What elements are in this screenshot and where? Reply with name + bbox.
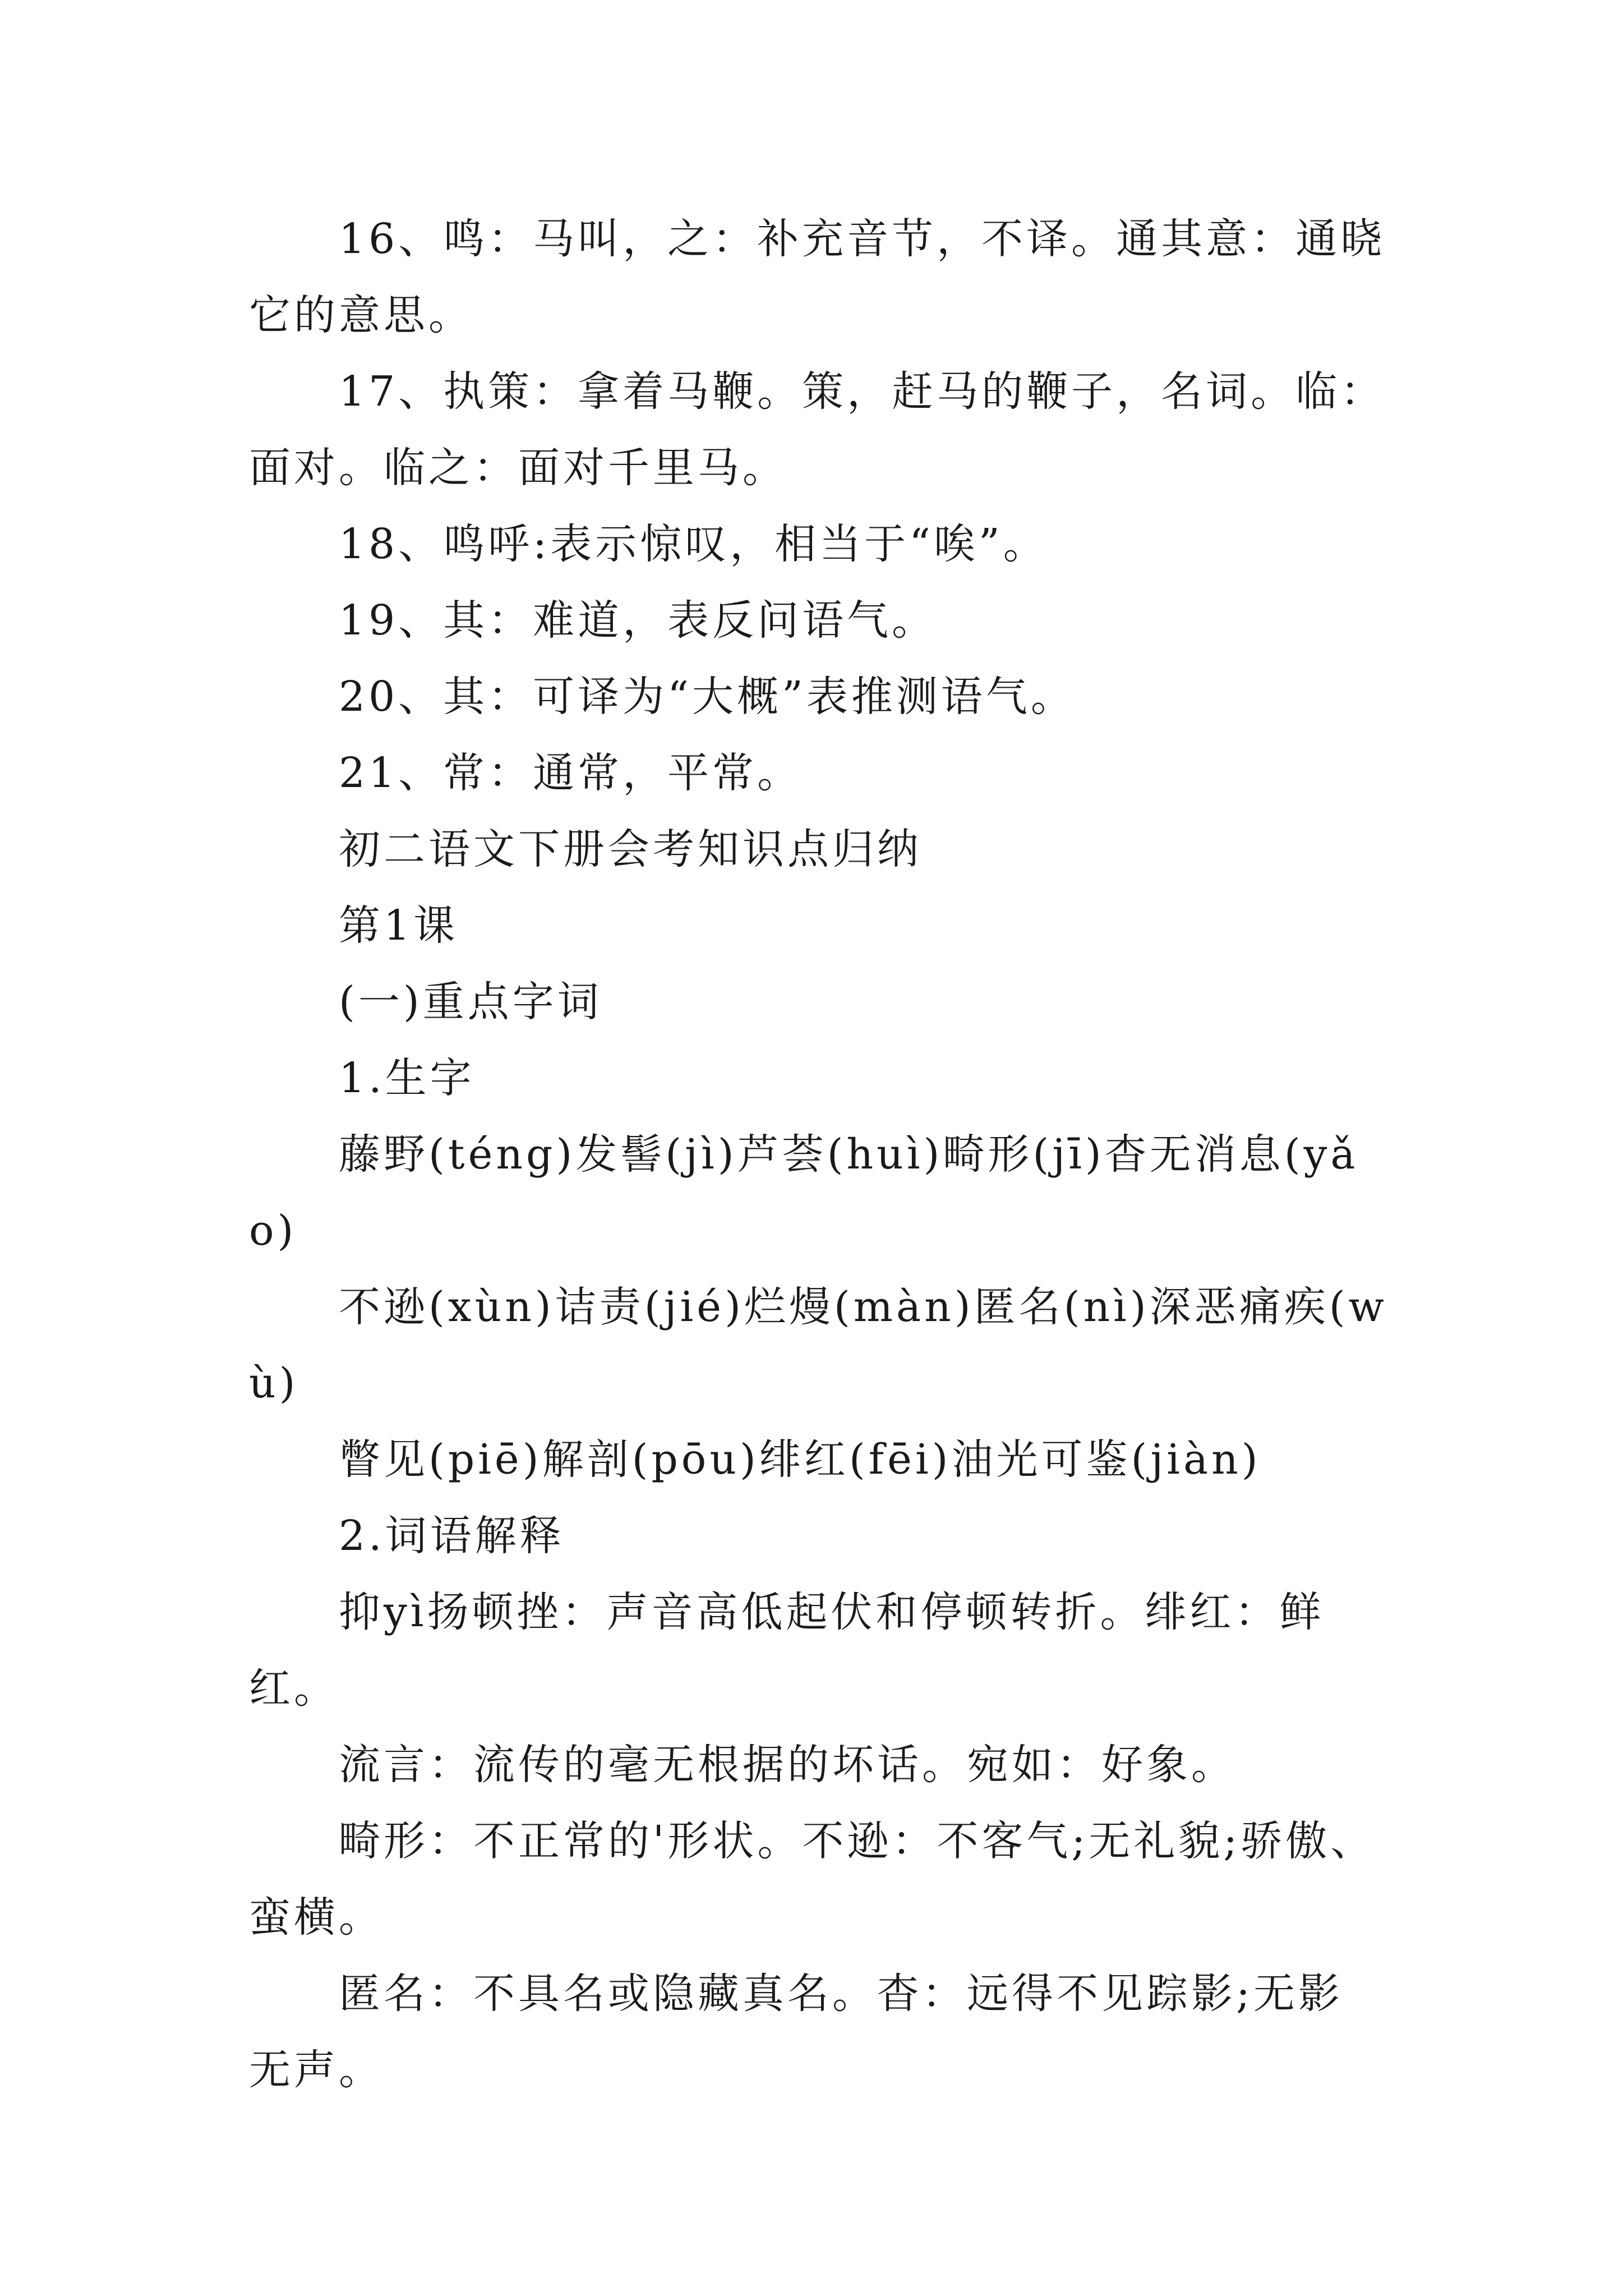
vocab-line-3: 瞥见(piē)解剖(pōu)绯红(fēi)油光可鉴(jiàn) bbox=[339, 1435, 1261, 1484]
subsection-heading: (一)重点字词 bbox=[339, 978, 602, 1026]
definition-line-2: 流言：流传的毫无根据的坏话。宛如：好象。 bbox=[339, 1741, 1236, 1789]
paragraph-16-ming: 16、鸣：马叫，之：补充音节，不译。通其意：通晓它的意思。 bbox=[249, 215, 1386, 339]
definition-line-1: 抑yì扬顿挫：声音高低起伏和停顿转折。绯红：鲜红。 bbox=[249, 1588, 1325, 1713]
definition-line-4: 匿名：不具名或隐藏真名。杳：远得不见踪影;无影无声。 bbox=[249, 1970, 1343, 2094]
paragraph-17-zhice: 17、执策：拿着马鞭。策，赶马的鞭子，名词。临：面对。临之：面对千里马。 bbox=[249, 367, 1386, 492]
lesson-heading: 第1课 bbox=[339, 901, 459, 950]
item-heading-shengzi: 1.生字 bbox=[339, 1054, 475, 1102]
paragraph-19-qi: 19、其：难道，表反问语气。 bbox=[339, 596, 937, 645]
vocab-line-1: 藤野(téng)发髻(jì)芦荟(huì)畸形(jī)杳无消息(yǎo) bbox=[249, 1130, 1359, 1255]
vocab-line-2: 不逊(xùn)诘责(jié)烂熳(màn)匿名(nì)深恶痛疾(wù) bbox=[249, 1283, 1387, 1407]
paragraph-18-minghu: 18、鸣呼:表示惊叹，相当于“唉”。 bbox=[339, 520, 1048, 568]
definition-line-3: 畸形：不正常的'形状。不逊：不客气;无礼貌;骄傲、蛮横。 bbox=[249, 1817, 1376, 1941]
item-heading-ciyu: 2.词语解释 bbox=[339, 1512, 565, 1560]
paragraph-20-qi: 20、其：可译为“大概”表推测语气。 bbox=[339, 673, 1076, 721]
section-title: 初二语文下册会考知识点归纳 bbox=[339, 825, 922, 873]
document-body bbox=[249, 201, 1387, 2108]
paragraph-21-chang: 21、常：通常，平常。 bbox=[339, 749, 803, 797]
